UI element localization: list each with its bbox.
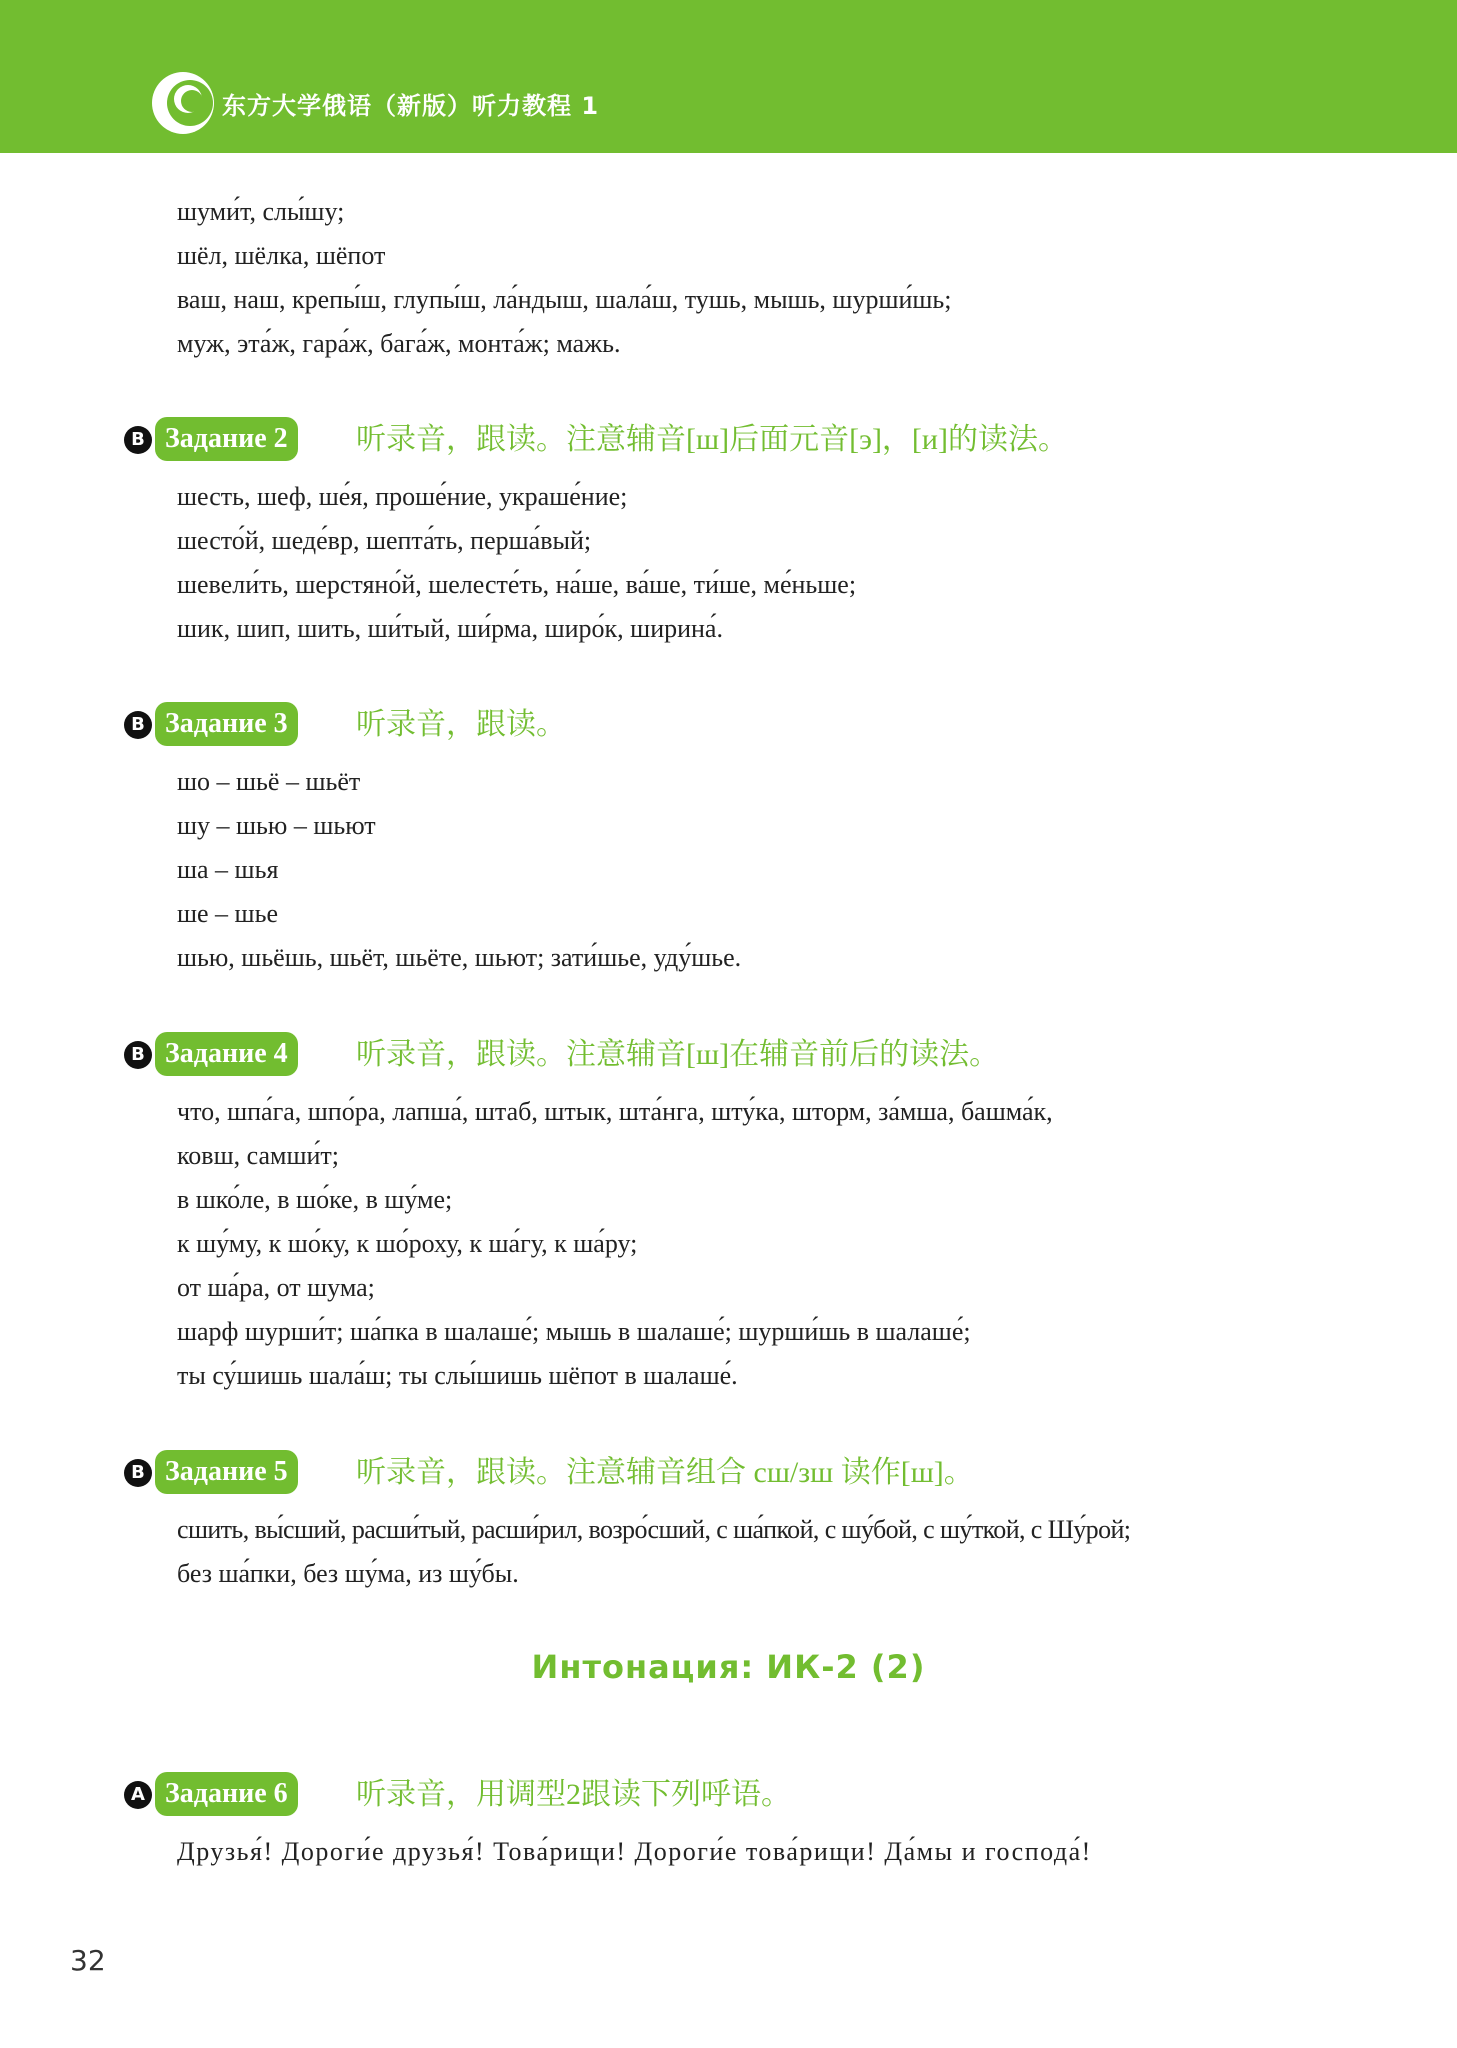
- task-3-word-list: [177, 760, 1327, 980]
- word-line: шарф шурши́т; ша́пка в шалаше́; мышь в шалаше́; шурши́шь в шалаше́;: [177, 1317, 971, 1346]
- task-instruction: 听录音，跟读。注意辅音组合 сш/зш 读作[ш]。: [356, 1456, 974, 1489]
- task-label: Задание 3: [155, 702, 298, 746]
- word-line: от ша́ра, от шума;: [177, 1273, 375, 1302]
- word-line: к шу́му, к шо́ку, к шо́роху, к ша́гу, к ша́ру;: [177, 1229, 638, 1258]
- task-instruction: 听录音，跟读。: [356, 708, 566, 741]
- task-label: Задание 2: [155, 417, 298, 461]
- word-line: в шко́ле, в шо́ке, в шу́ме;: [177, 1185, 453, 1214]
- task-label: Задание 5: [155, 1450, 298, 1494]
- word-line: шо – шьё – шьёт: [177, 767, 361, 796]
- task-2-word-list: [177, 475, 1327, 651]
- book-logo-icon: [150, 70, 216, 136]
- book-title: 东方大学俄语（新版）听力教程 1: [222, 92, 600, 120]
- word-line: что, шпа́га, шпо́ра, лапша́, штаб, штык, шта́нга, шту́ка, шторм, за́мша, башма́к,: [177, 1097, 1053, 1126]
- word-line: ты су́шишь шала́ш; ты слы́шишь шёпот в шалаше́.: [177, 1361, 738, 1390]
- word-line: ша – шья: [177, 855, 279, 884]
- word-line: муж, эта́ж, гара́ж, бага́ж, монта́ж; мажь.: [177, 329, 621, 358]
- task-label: Задание 6: [155, 1772, 298, 1816]
- section-title: Интонация: ИК-2 (2): [531, 1648, 926, 1686]
- task-instruction: 听录音，跟读。注意辅音[ш]后面元音[э]，[и]的读法。: [356, 423, 1068, 456]
- task-label: Задание 4: [155, 1032, 298, 1076]
- task-instruction: 听录音，用调型2跟读下列呼语。: [356, 1778, 791, 1811]
- word-line: без ша́пки, без шу́ма, из шу́бы.: [177, 1559, 519, 1588]
- task-6-phrase-list: [177, 1830, 1327, 1874]
- level-badge: B: [124, 426, 152, 454]
- word-line: шёл, шёлка, шёпот: [177, 241, 386, 270]
- word-line: ваш, наш, крепы́ш, глупы́ш, ла́ндыш, шала́ш, тушь, мышь, шурши́шь;: [177, 285, 952, 314]
- task-5-word-list: [177, 1508, 1327, 1596]
- word-line: ше – шье: [177, 899, 278, 928]
- word-line: шесть, шеф, ше́я, проше́ние, украше́ние;: [177, 482, 628, 511]
- word-line: шик, шип, шить, ши́тый, ши́рма, широ́к, ширина́.: [177, 614, 723, 643]
- word-line: шевели́ть, шерстяно́й, шелесте́ть, на́ше, ва́ше, ти́ше, ме́ньше;: [177, 570, 857, 599]
- level-badge: B: [124, 1041, 152, 1069]
- level-badge: A: [124, 1781, 152, 1809]
- word-line: сшить, вы́сший, расши́тый, расши́рил, возро́сший, с ша́пкой, с шу́бой, с шу́ткой, с Шу́рой;: [177, 1515, 1131, 1544]
- task-4-word-list: [177, 1090, 1327, 1398]
- word-line: шу – шью – шьют: [177, 811, 376, 840]
- word-line: шью, шьёшь, шьёт, шьёте, шьют; зати́шье, уду́шье.: [177, 943, 742, 972]
- page-number: 32: [70, 1944, 106, 1977]
- intro-word-list: [177, 190, 1327, 366]
- task-instruction: 听录音，跟读。注意辅音[ш]在辅音前后的读法。: [356, 1038, 1000, 1071]
- word-line: шуми́т, слы́шу;: [177, 197, 345, 226]
- page-header: [0, 0, 1457, 153]
- word-line: ковш, самши́т;: [177, 1141, 339, 1170]
- level-badge: B: [124, 711, 152, 739]
- word-line: шесто́й, шеде́вр, шепта́ть, перша́вый;: [177, 526, 592, 555]
- phrase-line: Друзья́! Дороги́е друзья́! Това́рищи! Дороги́е това́рищи! Да́мы и господа́!: [177, 1837, 1092, 1866]
- level-badge: B: [124, 1459, 152, 1487]
